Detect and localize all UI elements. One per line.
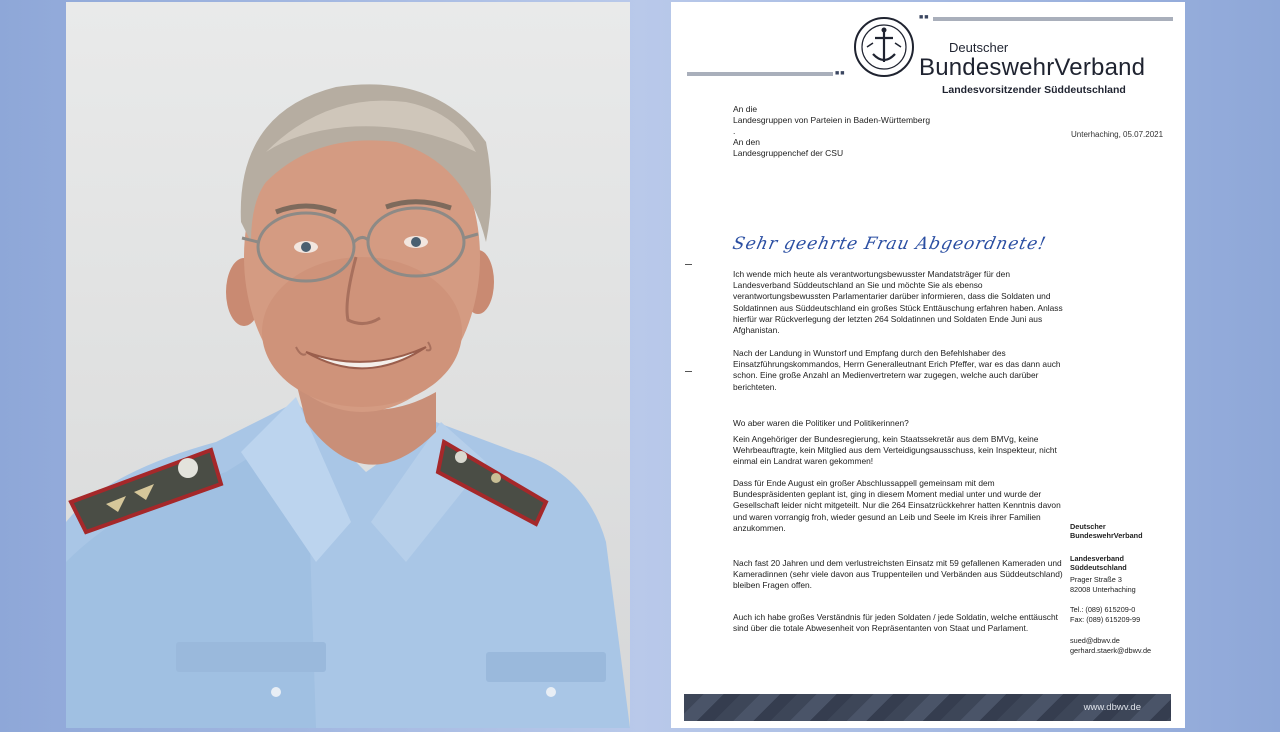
portrait-illustration	[66, 2, 630, 728]
sidebar-street: Prager Straße 3	[1070, 575, 1122, 584]
letterhead-dots-left: ■■	[835, 70, 846, 77]
org-subtitle: Landesvorsitzender Süddeutschland	[942, 84, 1126, 96]
sidebar-lv: Süddeutschland	[1070, 563, 1127, 572]
recipient-line: .	[733, 126, 736, 136]
sidebar-org: Deutscher	[1070, 522, 1106, 531]
sidebar-city: 82008 Unterhaching	[1070, 585, 1136, 594]
body-paragraph: Nach der Landung in Wunstorf und Empfang durch den Befehlshaber des Einsatzführungskommandos, Herrn Generalleutnant Erich Pfeffer, war es das dann auch schon. Eine große Anzahl an Medienvertretern war zugegen, welche auch darüber berichteten.	[733, 348, 1061, 392]
recipient-line: An den	[733, 137, 760, 147]
footer-band	[684, 694, 1171, 721]
portrait-photo	[66, 2, 630, 728]
recipient-line: Landesgruppen von Parteien in Baden-Württemberg	[733, 115, 931, 125]
fold-mark	[685, 264, 692, 265]
sidebar-phone: Tel.: (089) 615209-0	[1070, 605, 1136, 614]
sidebar-fax: Fax: (089) 615209-99	[1070, 615, 1141, 624]
sidebar-email[interactable]: gerhard.staerk@dbwv.de	[1070, 646, 1152, 655]
body-paragraph: Nach fast 20 Jahren und dem verlustreichsten Einsatz mit 59 gefallenen Kameraden und Kameradinnen (sehr viele davon aus Truppenteilen und Verbänden aus Süddeutschland) bleiben Fragen offen.	[733, 558, 1063, 591]
dbwv-emblem-icon	[853, 16, 915, 78]
body-paragraph: Dass für Ende August ein großer Abschlussappell gemeinsam mit dem Bundespräsidenten geplant ist, ging in diesem Moment medial unter und wurde der Gesellschaft leider nicht mitgeteilt. Nur die 264 Einsatzrückkehrer hatten Kenntnis davon und waren vorrangig froh, wieder gesund an Leib und Seele im Kreis ihrer Familien anzukommen.	[733, 478, 1061, 533]
sidebar-org: BundeswehrVerband	[1070, 531, 1143, 540]
handwritten-salutation: Sehr geehrte Frau Abgeordnete!	[730, 234, 1049, 254]
sidebar-lv: Landesverband	[1070, 554, 1124, 563]
body-paragraph: Auch ich habe großes Verständnis für jeden Soldaten / jede Soldatin, welche enttäuscht sind über die totale Abwesenheit von Repräsentanten von Staat und Parlament.	[733, 612, 1058, 634]
letterhead-band-right	[933, 17, 1173, 21]
body-question: Wo aber waren die Politiker und Politikerinnen?	[733, 418, 909, 428]
fold-mark	[685, 371, 692, 372]
sidebar-email[interactable]: sued@dbwv.de	[1070, 636, 1120, 645]
body-paragraph: Ich wende mich heute als verantwortungsbewusster Mandatsträger für den Landesverband Süddeutschland an Sie und möchte Sie als ebenso verantwortungsbewussten Parlamentarier darüber informieren, dass die Soldaten und Soldatinnen aus Süddeutschland ein großes Stück Enttäuschung erfahren haben. Anlass hierfür war Rückverlegung der letzten 264 Soldatinnen und Soldaten Ende Juni aus Afghanistan.	[733, 269, 1063, 336]
recipient-line: An die	[733, 104, 758, 114]
recipient-line: Landesgruppenchef der CSU	[733, 148, 844, 158]
letter-page	[671, 2, 1185, 728]
footer-url[interactable]: www.dbwv.de	[1083, 702, 1141, 713]
org-name-large: BundeswehrVerband	[919, 54, 1146, 81]
letter-date: Unterhaching, 05.07.2021	[1071, 130, 1164, 139]
letterhead-dots-right: ■■	[919, 14, 930, 21]
org-name-small: Deutscher	[949, 40, 1009, 55]
body-paragraph: Kein Angehöriger der Bundesregierung, kein Staatssekretär aus dem BMVg, keine Wehrbeauftragte, kein Mitglied aus dem Verteidigungsausschuss, kein Inspekteur, nicht einmal ein Landrat waren gekommen!	[733, 434, 1057, 467]
letterhead-band-left	[687, 72, 833, 76]
